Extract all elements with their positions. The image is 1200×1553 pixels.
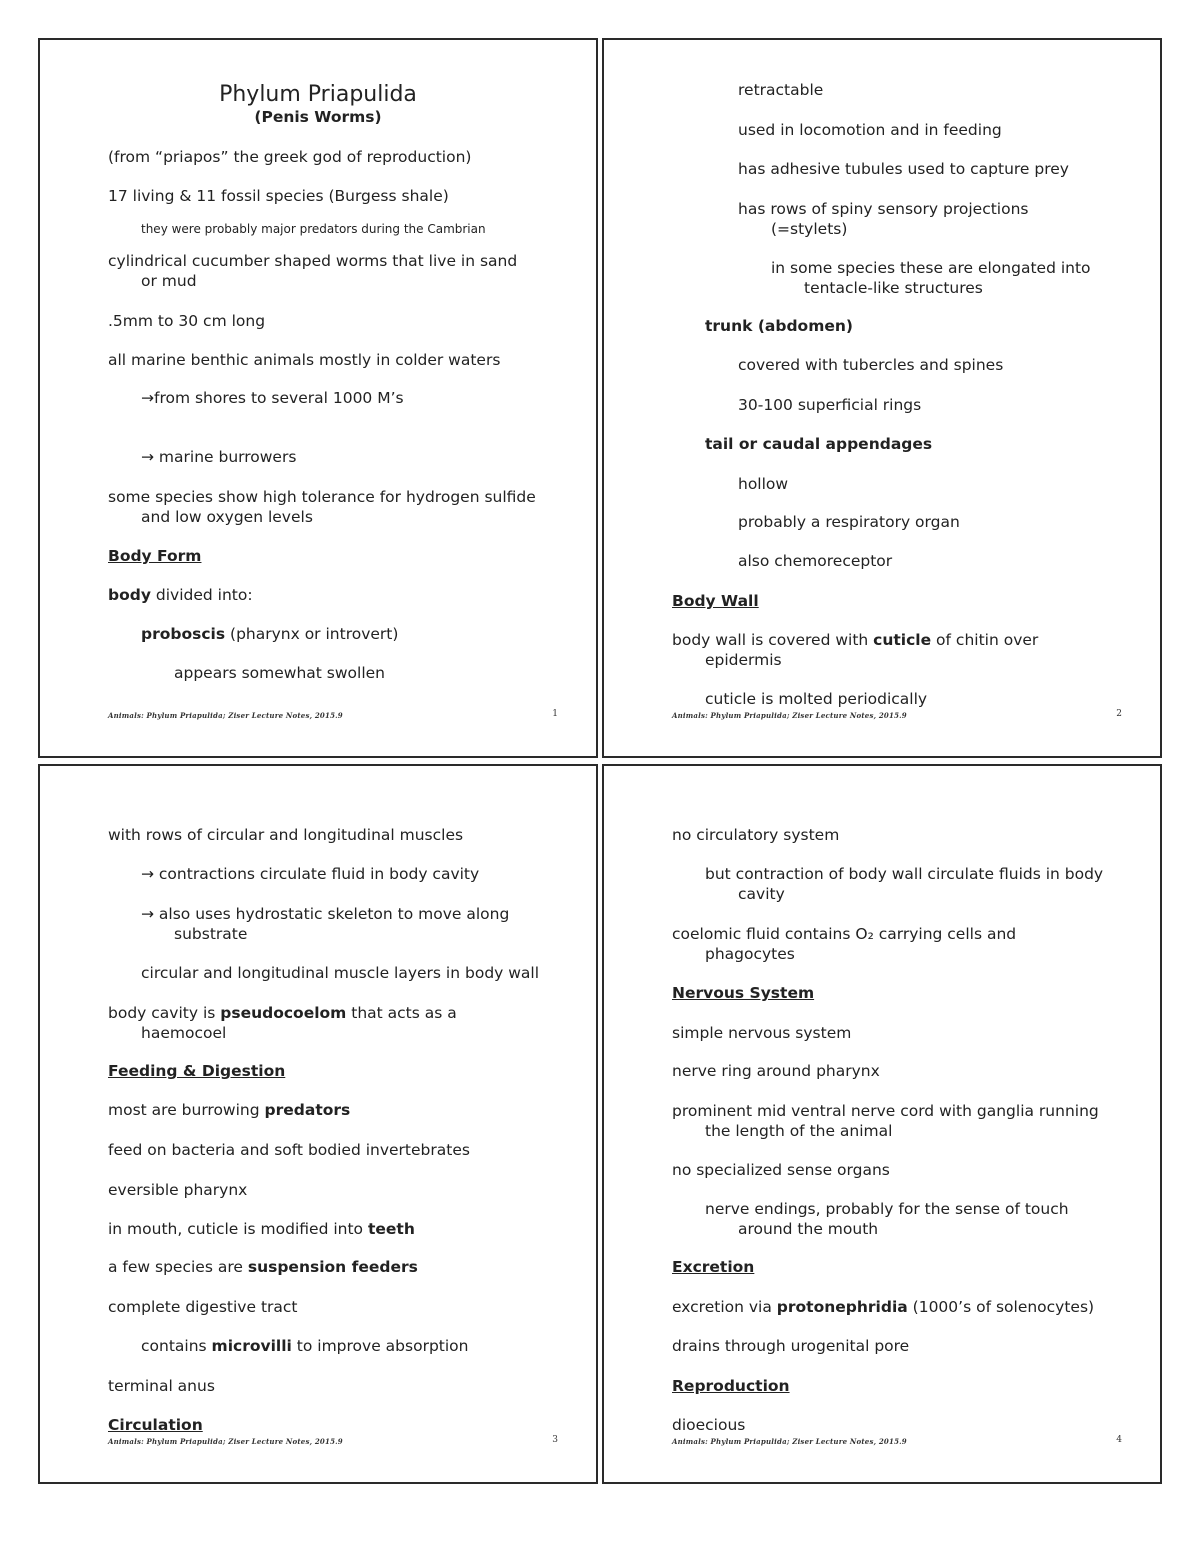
text-line: has rows of spiny sensory projections (=stylets): [738, 200, 1029, 238]
text-line: excretion via protonephridia (1000’s of solenocytes): [672, 1298, 1095, 1316]
text-line: cylindrical cucumber shaped worms that live in sand or mud: [108, 252, 518, 290]
page-1: [38, 38, 598, 758]
text-line: terminal anus: [108, 1377, 215, 1395]
text-line: in some species these are elongated into tentacle-like structures: [771, 259, 1091, 297]
page-3: [38, 764, 598, 1484]
text-line: no circulatory system: [672, 826, 840, 844]
text-line: →from shores to several 1000 M’s: [141, 389, 404, 407]
text-line: .5mm to 30 cm long: [108, 312, 266, 330]
text-line: body wall is covered with cuticle of chitin over epidermis: [672, 631, 1039, 669]
section-heading: Excretion: [672, 1258, 755, 1276]
text-line: contains microvilli to improve absorption: [141, 1337, 469, 1355]
page-subtitle: (Penis Worms): [254, 108, 382, 126]
text-line: also chemoreceptor: [738, 552, 893, 570]
page-4: [602, 764, 1162, 1484]
section-heading: Circulation: [108, 1416, 203, 1434]
page-number: 4: [1116, 1435, 1122, 1445]
text-line: nerve endings, probably for the sense of touch around the mouth: [705, 1200, 1069, 1238]
text-line: a few species are suspension feeders: [108, 1258, 418, 1276]
text-line: 17 living & 11 fossil species (Burgess shale): [108, 187, 449, 205]
text-line: 30-100 superficial rings: [738, 396, 922, 414]
subheading: trunk (abdomen): [705, 317, 853, 335]
page-footer: Animals: Phylum Priapulida; Ziser Lecture Notes, 2015.9: [108, 1437, 343, 1446]
text-line: has adhesive tubules used to capture prey: [738, 160, 1069, 178]
section-heading: Body Form: [108, 547, 202, 565]
text-line: hollow: [738, 475, 789, 493]
text-line: all marine benthic animals mostly in colder waters: [108, 351, 501, 369]
text-line: complete digestive tract: [108, 1298, 298, 1316]
section-heading: Nervous System: [672, 984, 815, 1002]
text-line: (from “priapos” the greek god of reproduction): [108, 148, 472, 166]
text-line: used in locomotion and in feeding: [738, 121, 1002, 139]
text-line: eversible pharynx: [108, 1181, 248, 1199]
text-line: most are burrowing predators: [108, 1101, 351, 1119]
text-line: coelomic fluid contains O₂ carrying cells and phagocytes: [672, 925, 1017, 963]
page-number: 1: [552, 709, 558, 719]
text-line: they were probably major predators during the Cambrian: [141, 222, 486, 236]
page-number: 2: [1116, 709, 1122, 719]
page-number: 3: [552, 1435, 558, 1445]
text-line: retractable: [738, 81, 824, 99]
text-line: covered with tubercles and spines: [738, 356, 1004, 374]
text-line: but contraction of body wall circulate fluids in body cavity: [705, 865, 1104, 903]
page-footer: Animals: Phylum Priapulida; Ziser Lecture Notes, 2015.9: [672, 1437, 907, 1446]
text-line: no specialized sense organs: [672, 1161, 890, 1179]
text-line: circular and longitudinal muscle layers in body wall: [141, 964, 540, 982]
text-line: → marine burrowers: [141, 448, 297, 466]
page-2: [602, 38, 1162, 758]
section-heading: Reproduction: [672, 1377, 790, 1395]
section-heading: Body Wall: [672, 592, 759, 610]
text-line: with rows of circular and longitudinal muscles: [108, 826, 464, 844]
text-line: appears somewhat swollen: [174, 664, 385, 682]
page-footer: Animals: Phylum Priapulida; Ziser Lecture Notes, 2015.9: [108, 711, 343, 720]
text-line: some species show high tolerance for hydrogen sulfide and low oxygen levels: [108, 488, 536, 526]
text-line: simple nervous system: [672, 1024, 852, 1042]
section-heading: Feeding & Digestion: [108, 1062, 286, 1080]
text-line: body divided into:: [108, 586, 253, 604]
text-line: body cavity is pseudocoelom that acts as a haemocoel: [108, 1004, 457, 1042]
text-line: in mouth, cuticle is modified into teeth: [108, 1220, 415, 1238]
text-line: → also uses hydrostatic skeleton to move along substrate: [141, 905, 510, 943]
text-line: drains through urogenital pore: [672, 1337, 910, 1355]
text-line: → contractions circulate fluid in body cavity: [141, 865, 480, 883]
subheading: tail or caudal appendages: [705, 435, 933, 453]
text-line: probably a respiratory organ: [738, 513, 960, 531]
page-title: Phylum Priapulida: [219, 82, 417, 107]
text-line: dioecious: [672, 1416, 746, 1434]
text-line: nerve ring around pharynx: [672, 1062, 880, 1080]
text-line: proboscis (pharynx or introvert): [141, 625, 399, 643]
text-line: feed on bacteria and soft bodied invertebrates: [108, 1141, 470, 1159]
text-line: cuticle is molted periodically: [705, 690, 928, 708]
page-footer: Animals: Phylum Priapulida; Ziser Lecture Notes, 2015.9: [672, 711, 907, 720]
text-line: prominent mid ventral nerve cord with ganglia running the length of the animal: [672, 1102, 1099, 1140]
